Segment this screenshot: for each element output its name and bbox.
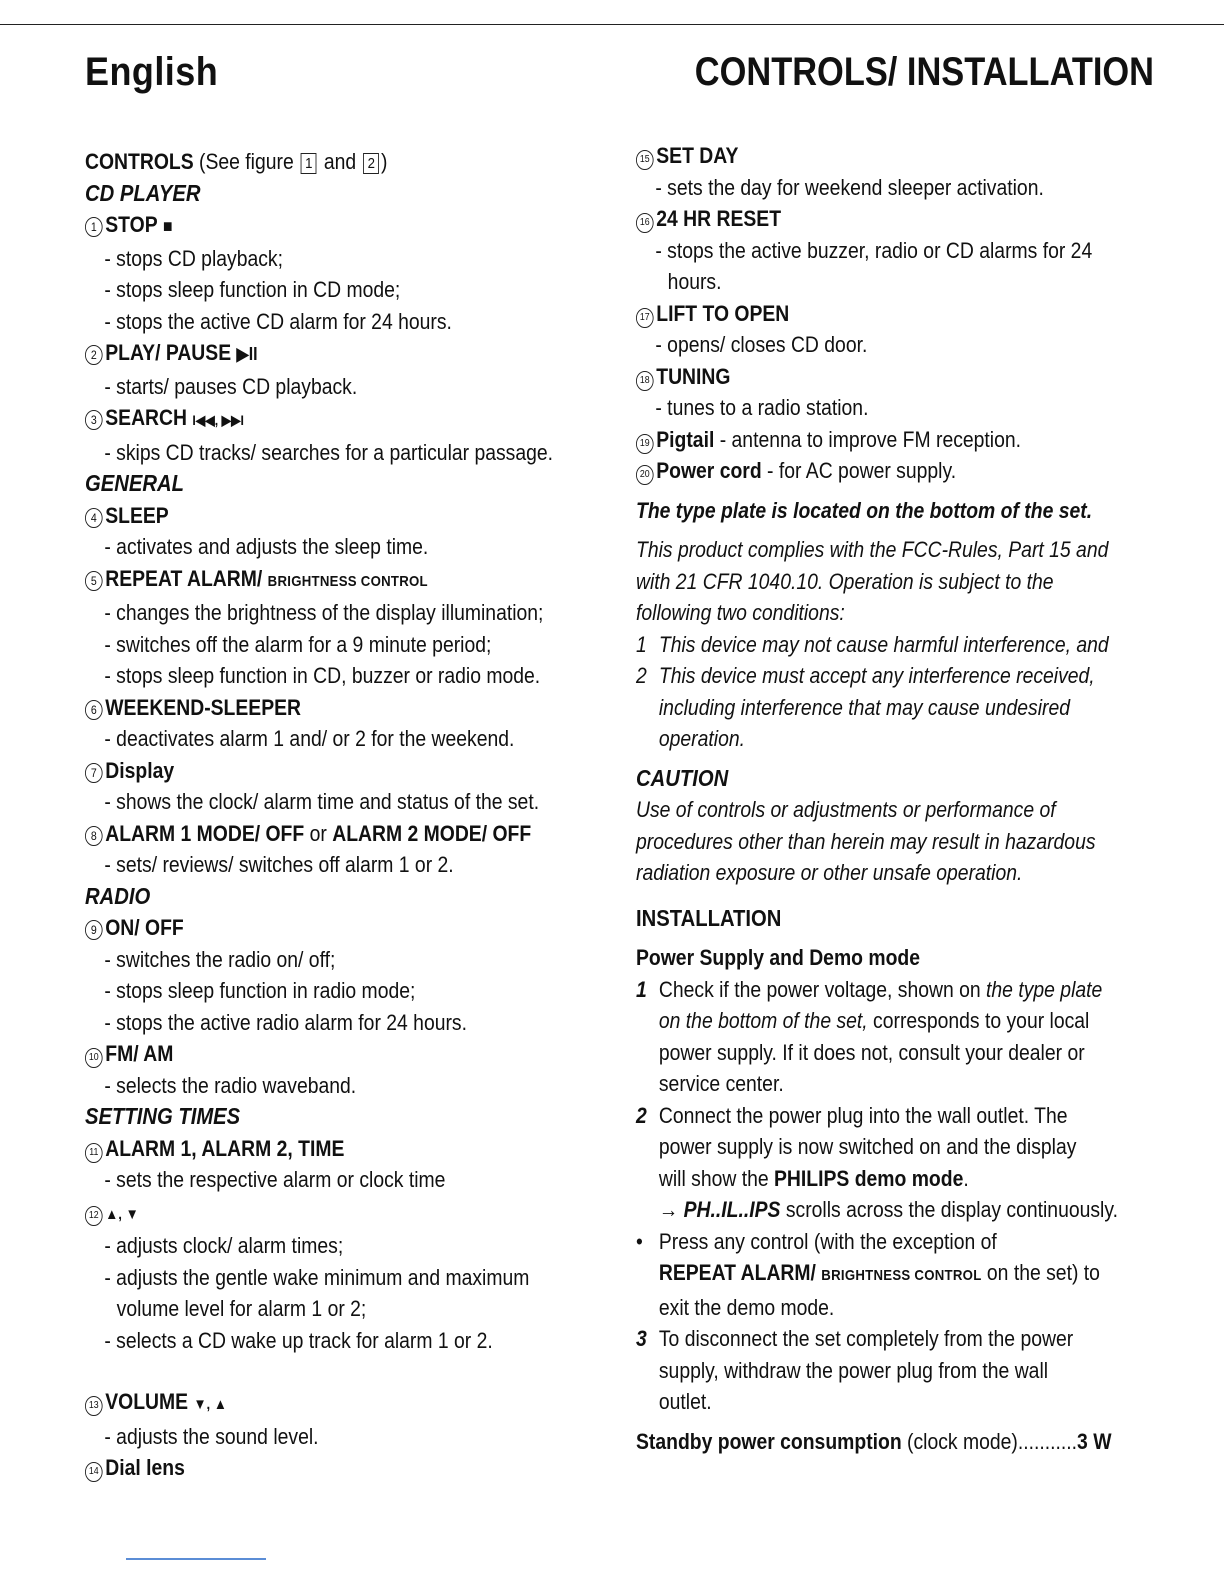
item-sleep: 4 SLEEP [85, 500, 543, 532]
step-1: 1 Check if the power voltage, shown on the type plate on the bottom of the set, corresponds to your local power supply. If it does not, consult your dealer or service center. [636, 976, 1103, 1096]
section-header: CONTROLS/ INSTALLATION [694, 50, 1154, 94]
number-badge: 11 [85, 1143, 103, 1163]
step-3: 3 To disconnect the set completely from the power supply, withdraw the power plug from the wall outlet. [636, 1326, 1074, 1414]
item-lift-to-open: 17 LIFT TO OPEN [636, 298, 1102, 330]
number-badge: 13 [85, 1396, 103, 1416]
standby-power: Standby power consumption (clock mode)...........3 W [636, 1428, 1112, 1454]
stop-icon: ■ [163, 216, 173, 236]
number-badge: 18 [636, 371, 654, 391]
item-24hr-reset: 16 24 HR RESET [636, 203, 1102, 235]
left-column: CONTROLS (See figure 1 and 2 ) CD PLAYER 1 STOP ■ - stops CD playback; - stops sleep function in CD mode; - stops the active CD alarm for 24 hours. 2 PLAY/ PAUSE ▶II - starts/ pauses CD playback. 3 SEARCH I◀◀, ▶▶I - skips CD tracks/ searches for a particular passage. GENERAL 4 SLEEP - activates and adjusts the sleep time. 5 REPEAT ALARM/ BRIGHTNESS CONTROL - changes the brightness of the display illumination; - switches off the alarm for a 9 minute period; - stops sleep function in CD, buzzer or radio mode. 6 WEEKEND-SLEEPER - deactivates alarm 1 and/ or 2 for the weekend. 7 Display - shows the clock/ alarm time and status of the set. 8 ALARM 1 MODE/ OFF or ALARM 2 MODE/ OFF - sets/ reviews/ switches off alarm 1 or 2. RADIO 9 ON/ OFF - switches the radio on/ off; - stops sleep function in radio mode; - stops the active radio alarm for 24 hours. 10 FM/ AM - selects the radio waveband. SETTING TIMES 11 ALARM 1, ALARM 2, TIME - sets the respective alarm or clock time 12 ▲, ▼ - adjusts clock/ alarm times; - adjusts the gentle wake minimum and maximum volume level for alarm 1 or 2; - selects a CD wake up track for alarm 1 or 2. 13 VOLUME ▼, ▲ - adjusts the sound level. 14 Dial lens [85, 146, 543, 1484]
section-radio: RADIO [85, 882, 151, 909]
number-badge: 1 [85, 217, 103, 237]
item-display: 7 Display [85, 755, 543, 787]
section-general: GENERAL [85, 470, 184, 496]
controls-heading: CONTROLS (See figure 1 and 2 ) [85, 149, 388, 174]
item-power-cord: 20 Power cord - for AC power supply. [636, 455, 1102, 487]
top-rule [0, 24, 1224, 25]
fcc-condition-1: 1 This device may not cause harmful interference, and [636, 631, 1109, 657]
step-2: 2 Connect the power plug into the wall outlet. The power supply is now switched on and the display will show the PHILIPS demo mode. → PH..IL..IPS scrolls across the display continuously. [636, 1102, 1118, 1222]
up-down-arrow-icon: ▲, ▼ [105, 1205, 139, 1223]
item-alarm-time: 11 ALARM 1, ALARM 2, TIME [85, 1133, 543, 1165]
right-column: 15 SET DAY - sets the day for weekend sleeper activation. 16 24 HR RESET - stops the active buzzer, radio or CD alarms for 24 hours. 17 LIFT TO OPEN - opens/ closes CD door. 18 TUNING - tunes to a radio station. 19 Pigtail - antenna to improve FM reception. 20 Power cord - for AC power supply. The type plate is located on the bottom of the set. This product complies with the FCC-Rules, Part 15 and with 21 CFR 1040.10. Operation is subject to the following two conditions: 1 This device may not cause harmful interference, and 2 This device must accept any interference received, including interference that may cause undesired operation. CAUTION Use of controls or adjustments or performance of procedures other than herein may result in hazardous radiation exposure or other unsafe operation. INSTALLATION Power Supply and Demo mode 1 Check if the power voltage, shown on the type plate on the bottom of the set, corresponds to your local power supply. If it does not, consult your dealer or service center. 2 Connect the power plug into the wall outlet. The power supply is now switched on and the display will show the PHILIPS demo mode. → PH..IL..IPS scrolls across the display continuously. • Press any control (with the exception of REPEAT ALARM/ BRIGHTNESS CONTROL on the set) to exit the demo mode. 3 To disconnect the set completely from the power supply, withdraw the power plug from the wall outlet. Standby power consumption (clock mode)...........3 W [636, 140, 1102, 1457]
arrow-right-icon: → [658, 1197, 679, 1222]
footer-rule [126, 1558, 266, 1560]
number-badge: 16 [636, 213, 654, 233]
bullet-icon: • [636, 1228, 643, 1254]
number-badge: 15 [636, 150, 654, 170]
item-alarm-mode: 8 ALARM 1 MODE/ OFF or ALARM 2 MODE/ OFF [85, 818, 543, 850]
section-cd-player: CD PLAYER [85, 179, 201, 206]
item-search: 3 SEARCH I◀◀, ▶▶I [85, 402, 543, 437]
caution-text: Use of controls or adjustments or performance of [636, 797, 1056, 822]
item-set-day: 15 SET DAY [636, 140, 1102, 172]
type-plate-note: The type plate is located on the bottom of the set. [636, 497, 1093, 523]
item-dial-lens: 14 Dial lens [85, 1452, 543, 1484]
number-badge: 10 [85, 1048, 103, 1068]
number-badge: 4 [85, 508, 103, 528]
bullet-press-any-control: • Press any control (with the exception of REPEAT ALARM/ BRIGHTNESS CONTROL on the set) to exit the demo mode. [636, 1226, 1102, 1324]
volume-arrows-icon: ▼, ▲ [193, 1396, 227, 1413]
installation-heading: INSTALLATION [636, 904, 782, 931]
number-badge: 14 [85, 1462, 103, 1482]
item-weekend-sleeper: 6 WEEKEND-SLEEPER [85, 692, 543, 724]
power-supply-heading: Power Supply and Demo mode [636, 945, 920, 970]
item-pigtail: 19 Pigtail - antenna to improve FM reception. [636, 424, 1102, 456]
caution-heading: CAUTION [636, 764, 729, 791]
number-badge: 2 [85, 345, 103, 365]
item-volume: 13 VOLUME ▼, ▲ [85, 1386, 543, 1421]
item-play-pause: 2 PLAY/ PAUSE ▶II [85, 337, 543, 371]
fcc-text: This product complies with the FCC-Rules, Part 15 and [636, 537, 1109, 562]
number-badge: 3 [85, 410, 103, 430]
item-on-off: 9 ON/ OFF [85, 912, 543, 944]
skip-icon: I◀◀, ▶▶I [192, 412, 244, 428]
number-badge: 7 [85, 763, 103, 783]
number-badge: 19 [636, 434, 654, 454]
item-fm-am: 10 FM/ AM [85, 1038, 543, 1070]
number-badge: 5 [85, 571, 103, 591]
number-badge: 12 [85, 1206, 103, 1226]
play-pause-icon: ▶II [236, 344, 258, 364]
figure-ref-2: 2 [363, 153, 379, 174]
number-badge: 9 [85, 920, 103, 940]
number-badge: 6 [85, 700, 103, 720]
number-badge: 17 [636, 308, 654, 328]
item-arrows [85, 1196, 543, 1231]
number-badge: 8 [85, 826, 103, 846]
item-tuning: 18 TUNING [636, 361, 1102, 393]
fcc-condition-2: 2 This device must accept any interference received, including interference that may cause undesired operation. [636, 663, 1095, 751]
number-badge: 20 [636, 465, 654, 485]
figure-ref-1: 1 [301, 153, 317, 174]
section-setting-times: SETTING TIMES [85, 1103, 241, 1129]
language-header: English [85, 50, 219, 94]
item-repeat-alarm: 5 REPEAT ALARM/ BRIGHTNESS CONTROL [85, 563, 543, 598]
item-stop: 1 STOP ■ [85, 209, 543, 243]
